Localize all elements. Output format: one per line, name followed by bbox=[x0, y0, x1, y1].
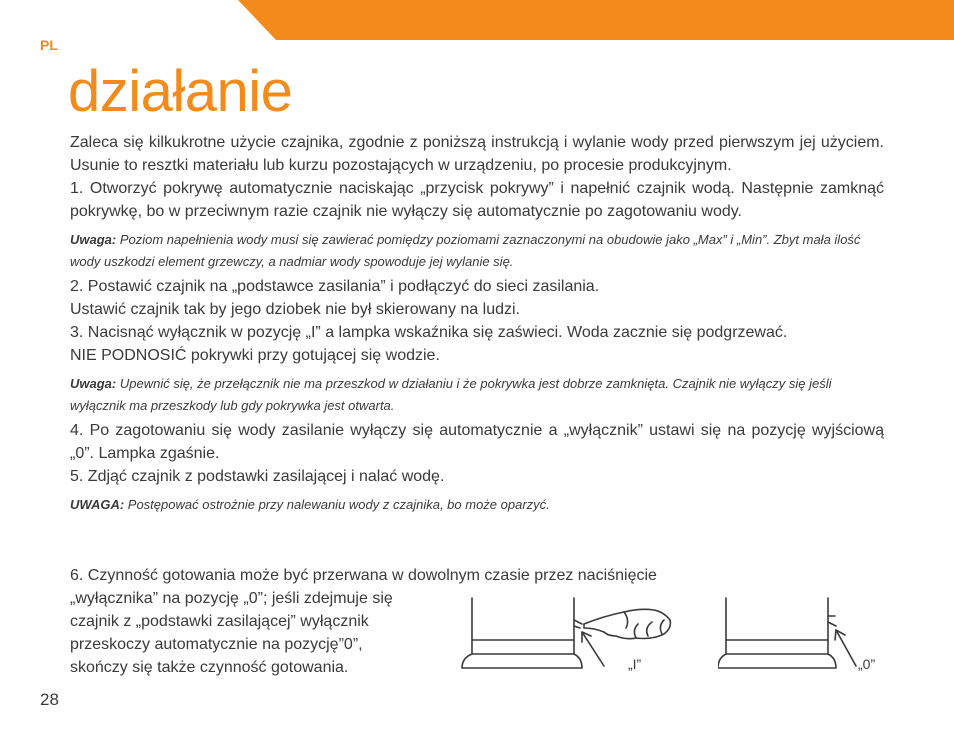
step-3b: NIE PODNOSIĆ pokrywki przy gotującej się wodzie. bbox=[70, 347, 440, 364]
page-title: działanie bbox=[68, 59, 293, 124]
note-3-text: Postępować ostrożnie przy nalewaniu wody z czajnika, bo może oparzyć. bbox=[124, 497, 550, 512]
header-accent-bar bbox=[0, 0, 954, 40]
note-1-text: Poziom napełnienia wody musi się zawierać pomiędzy poziomami zaznaczonymi na obudowie jako „Max” i „Min”. Zbyt mała ilość wody uszkodzi element grzewczy, a nadmiar wody spowoduje jej wylanie się. bbox=[70, 232, 861, 269]
note-2 bbox=[70, 373, 884, 417]
step-1: 1. Otworzyć pokrywę automatycznie naciskając „przycisk pokrywy” i napełnić czajnik wodą. Następnie zamknąć pokrywkę, bo w przeciwnym razie czajnik nie wyłączy się automatycznie po zagotowaniu wody. bbox=[70, 180, 884, 220]
note-2-label: Uwaga: bbox=[70, 376, 117, 391]
kettle-switch-on-illustration bbox=[458, 596, 688, 678]
note-1 bbox=[70, 229, 884, 273]
intro-paragraph: Zaleca się kilkukrotne użycie czajnika, zgodnie z poniższą instrukcją i wylanie wody przed pierwszym jej użyciem. Usunie to resztki materiału lub kurzu pozostających w urządzeniu, po procesie produkcyjnym. bbox=[70, 134, 884, 174]
instructions-body bbox=[70, 131, 884, 518]
step-2b: Ustawić czajnik tak by jego dziobek nie był skierowany na ludzi. bbox=[70, 301, 520, 318]
step-3a: 3. Nacisnąć wyłącznik w pozycję „I” a lampka wskaźnika się zaświeci. Woda zacznie się podgrzewać. bbox=[70, 324, 788, 341]
step-4: 4. Po zagotowaniu się wody zasilanie wyłączy się automatycznie a „wyłącznik” ustawi się na pozycję wyjściową „0”. Lampka zgaśnie. bbox=[70, 422, 884, 462]
step-6-line-2: „wyłącznika” na pozycję „0”; jeśli zdejmuje się bbox=[70, 590, 393, 607]
step-6-line-5: skończy się także czynność gotowania. bbox=[70, 659, 349, 676]
step-6-line-4: przeskoczy automatycznie na pozycję”0”, bbox=[70, 636, 363, 653]
note-2-text: Upewnić się, że przełącznik nie ma przeszkod w działaniu i że pokrywka jest dobrze zamknięta. Czajnik nie wyłączy się jeśli wyłącznik ma przeszkody lub gdy pokrywka jest otwarta. bbox=[70, 376, 832, 413]
step-2a: 2. Postawić czajnik na „podstawce zasilania” i podłączyć do sieci zasilania. bbox=[70, 278, 600, 295]
step-6-line-3: czajnik z „podstawki zasilającej” wyłącznik bbox=[70, 613, 369, 630]
note-3-label: UWAGA: bbox=[70, 497, 125, 512]
caption-switch-on: „I” bbox=[628, 656, 642, 672]
note-3 bbox=[70, 494, 884, 516]
page-number: 28 bbox=[40, 690, 59, 709]
step-5: 5. Zdjąć czajnik z podstawki zasilającej i nalać wodę. bbox=[70, 468, 445, 485]
note-1-label: Uwaga: bbox=[70, 232, 117, 247]
caption-switch-off: „0” bbox=[858, 656, 876, 672]
language-label: PL bbox=[40, 37, 58, 53]
step-6-line-1: 6. Czynność gotowania może być przerwana w dowolnym czasie przez naciśnięcie bbox=[70, 567, 657, 584]
